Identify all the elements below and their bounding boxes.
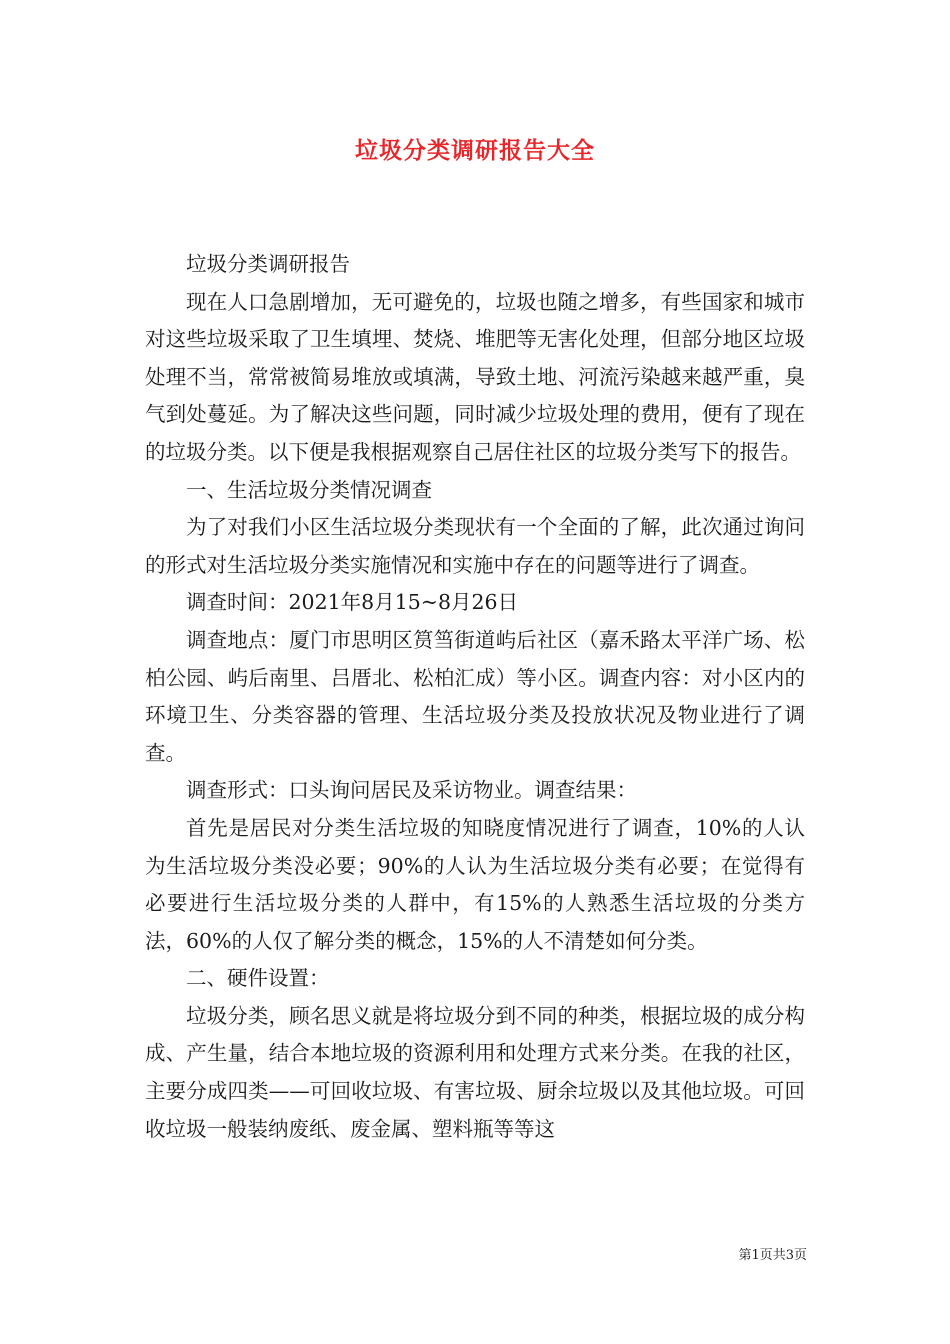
- report-heading: 垃圾分类调研报告: [186, 252, 350, 276]
- survey-location: 调查地点：厦门市思明区筼筜街道屿后社区（嘉禾路太平洋广场、松柏公园、屿后南里、吕厝北、松柏汇成）等小区。调查内容：对小区内的环境卫生、分类容器的管理、生活垃圾分类及投放状况及物业进行了调查。: [145, 627, 805, 765]
- survey-time: 调查时间：2021年8月15~8月26日: [186, 590, 519, 615]
- document-body: [145, 246, 805, 1148]
- document-title: 垃圾分类调研报告大全: [355, 137, 595, 164]
- page-number: 第1页共3页: [738, 1248, 807, 1263]
- section-1-heading: 一、生活垃圾分类情况调查: [186, 477, 432, 502]
- section-2-heading: 二、硬件设置：: [186, 966, 330, 991]
- survey-form: 调查形式：口头询问居民及采访物业。调查结果：: [186, 778, 637, 803]
- survey-purpose-paragraph: 为了对我们小区生活垃圾分类现状有一个全面的了解，此次通过询问的形式对生活垃圾分类实施情况和实施中存在的问题等进行了调查。: [145, 515, 805, 577]
- classification-paragraph: 垃圾分类，顾名思义就是将垃圾分到不同的种类，根据垃圾的成分构成、产生量，结合本地垃圾的资源利用和处理方式来分类。在我的社区，主要分成四类——可回收垃圾、有害垃圾、厨余垃圾以及其他垃圾。可回收垃圾一般装纳废纸、废金属、塑料瓶等等这: [145, 1003, 805, 1141]
- survey-results-paragraph: 首先是居民对分类生活垃圾的知晓度情况进行了调查，10%的人认为生活垃圾分类没必要；90%的人认为生活垃圾分类有必要；在觉得有必要进行生活垃圾分类的人群中，有15%的人熟悉生活垃圾的分类方法，60%的人仅了解分类的概念，15%的人不清楚如何分类。: [145, 815, 805, 953]
- intro-paragraph: 现在人口急剧增加，无可避免的，垃圾也随之增多，有些国家和城市对这些垃圾采取了卫生填埋、焚烧、堆肥等无害化处理，但部分地区垃圾处理不当，常常被简易堆放或填满，导致土地、河流污染越来越严重，臭气到处蔓延。为了解决这些问题，同时减少垃圾处理的费用，便有了现在的垃圾分类。以下便是我根据观察自己居住社区的垃圾分类写下的报告。: [145, 289, 805, 464]
